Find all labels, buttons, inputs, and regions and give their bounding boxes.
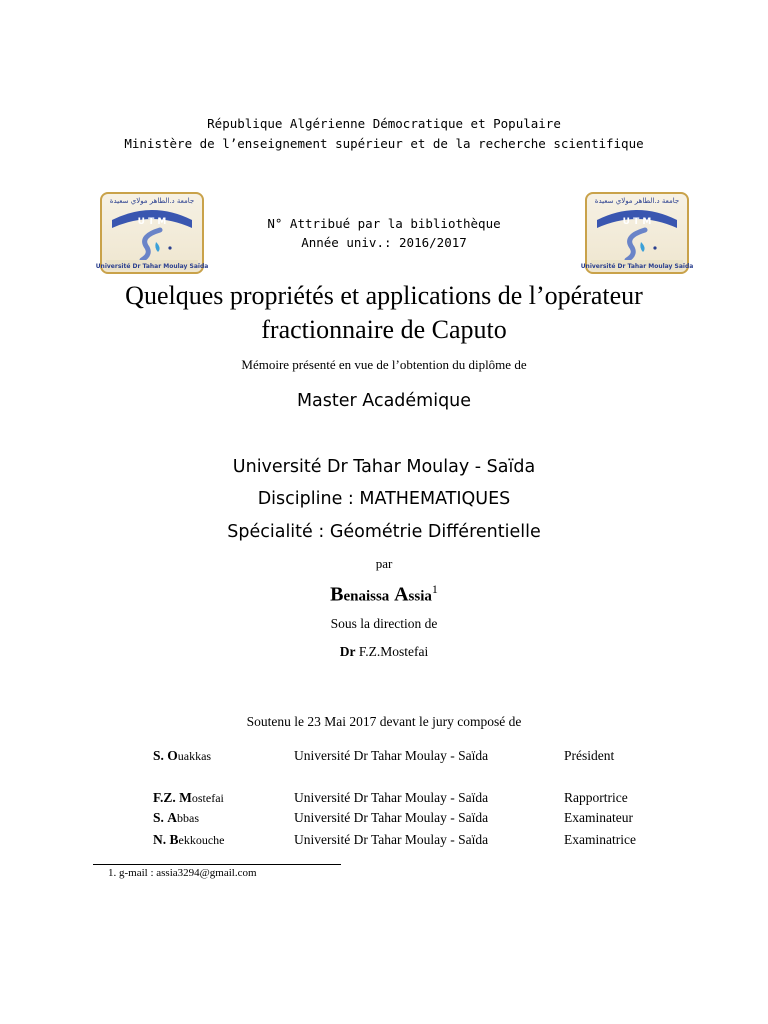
thesis-title-line1: Quelques propriétés et applications de l’opérateur — [125, 281, 643, 310]
jury-member-role: Rapportrice — [564, 790, 628, 805]
logo-arabic-text: جامعة د.الطاهر مولاي سعيدة — [109, 197, 195, 205]
footnote-rule — [93, 864, 341, 865]
thesis-title-line2: fractionnaire de Caputo — [261, 315, 507, 344]
author-last-initial: A — [394, 583, 409, 606]
author-last-rest: ssia — [408, 588, 432, 605]
jury-member-university: Université Dr Tahar Moulay - Saïda — [294, 810, 489, 825]
speciality: Spécialité : Géométrie Différentielle — [227, 522, 541, 542]
memoire-subtitle: Mémoire présenté en vue de l’obtention du diplôme de — [241, 357, 527, 372]
footnote-text: g-mail : assia3294@gmail.com — [119, 867, 257, 879]
author-first-rest: enaissa — [343, 588, 390, 605]
direction-label: Sous la direction de — [330, 616, 438, 631]
logo-mark: U T M — [622, 217, 652, 227]
footnote-number: 1. — [108, 867, 117, 879]
university-name: Université Dr Tahar Moulay - Saïda — [232, 457, 536, 477]
jury-member-role: Examinatrice — [564, 832, 636, 847]
university-logo-right — [580, 192, 694, 274]
academic-year: Année univ.: 2016/2017 — [301, 235, 467, 250]
degree-name: Master Académique — [296, 391, 472, 411]
library-number: N° Attribué par la bibliothèque — [267, 216, 501, 231]
author-footnote-mark: 1 — [431, 582, 438, 596]
director-title: Dr — [339, 644, 356, 659]
jury-member-name: S. Ouakkas — [153, 748, 212, 763]
header-republic: République Algérienne Démocratique et Populaire — [207, 116, 561, 131]
jury-member-name: S. Abbas — [153, 810, 200, 825]
jury-member-university: Université Dr Tahar Moulay - Saïda — [294, 748, 489, 763]
discipline: Discipline : MATHEMATIQUES — [257, 489, 511, 509]
director — [0, 644, 768, 660]
jury-member-name: N. Bekkouche — [153, 832, 225, 847]
jury-member-role: Examinateur — [564, 810, 633, 825]
header-ministry: Ministère de l’enseignement supérieur et de la recherche scientifique — [124, 136, 644, 151]
jury-member-university: Université Dr Tahar Moulay - Saïda — [294, 790, 489, 805]
logo-arabic-text: جامعة د.الطاهر مولاي سعيدة — [594, 197, 680, 205]
logo-mark: U T M — [137, 217, 167, 227]
author-initial: B — [330, 583, 344, 606]
jury-member-role: Président — [564, 748, 615, 763]
logo-caption: Université Dr Tahar Moulay Saïda — [95, 263, 209, 270]
jury-member-name: F.Z. Mostefai — [153, 790, 224, 805]
author-name — [0, 582, 768, 606]
defense-statement: Soutenu le 23 Mai 2017 devant le jury composé de — [246, 714, 522, 729]
director-name: F.Z.Mostefai — [358, 644, 429, 659]
university-logo-left — [95, 192, 209, 274]
logo-caption: Université Dr Tahar Moulay Saïda — [580, 263, 694, 270]
jury-member-university: Université Dr Tahar Moulay - Saïda — [294, 832, 489, 847]
footnote — [108, 867, 257, 879]
par-label: par — [375, 556, 393, 571]
